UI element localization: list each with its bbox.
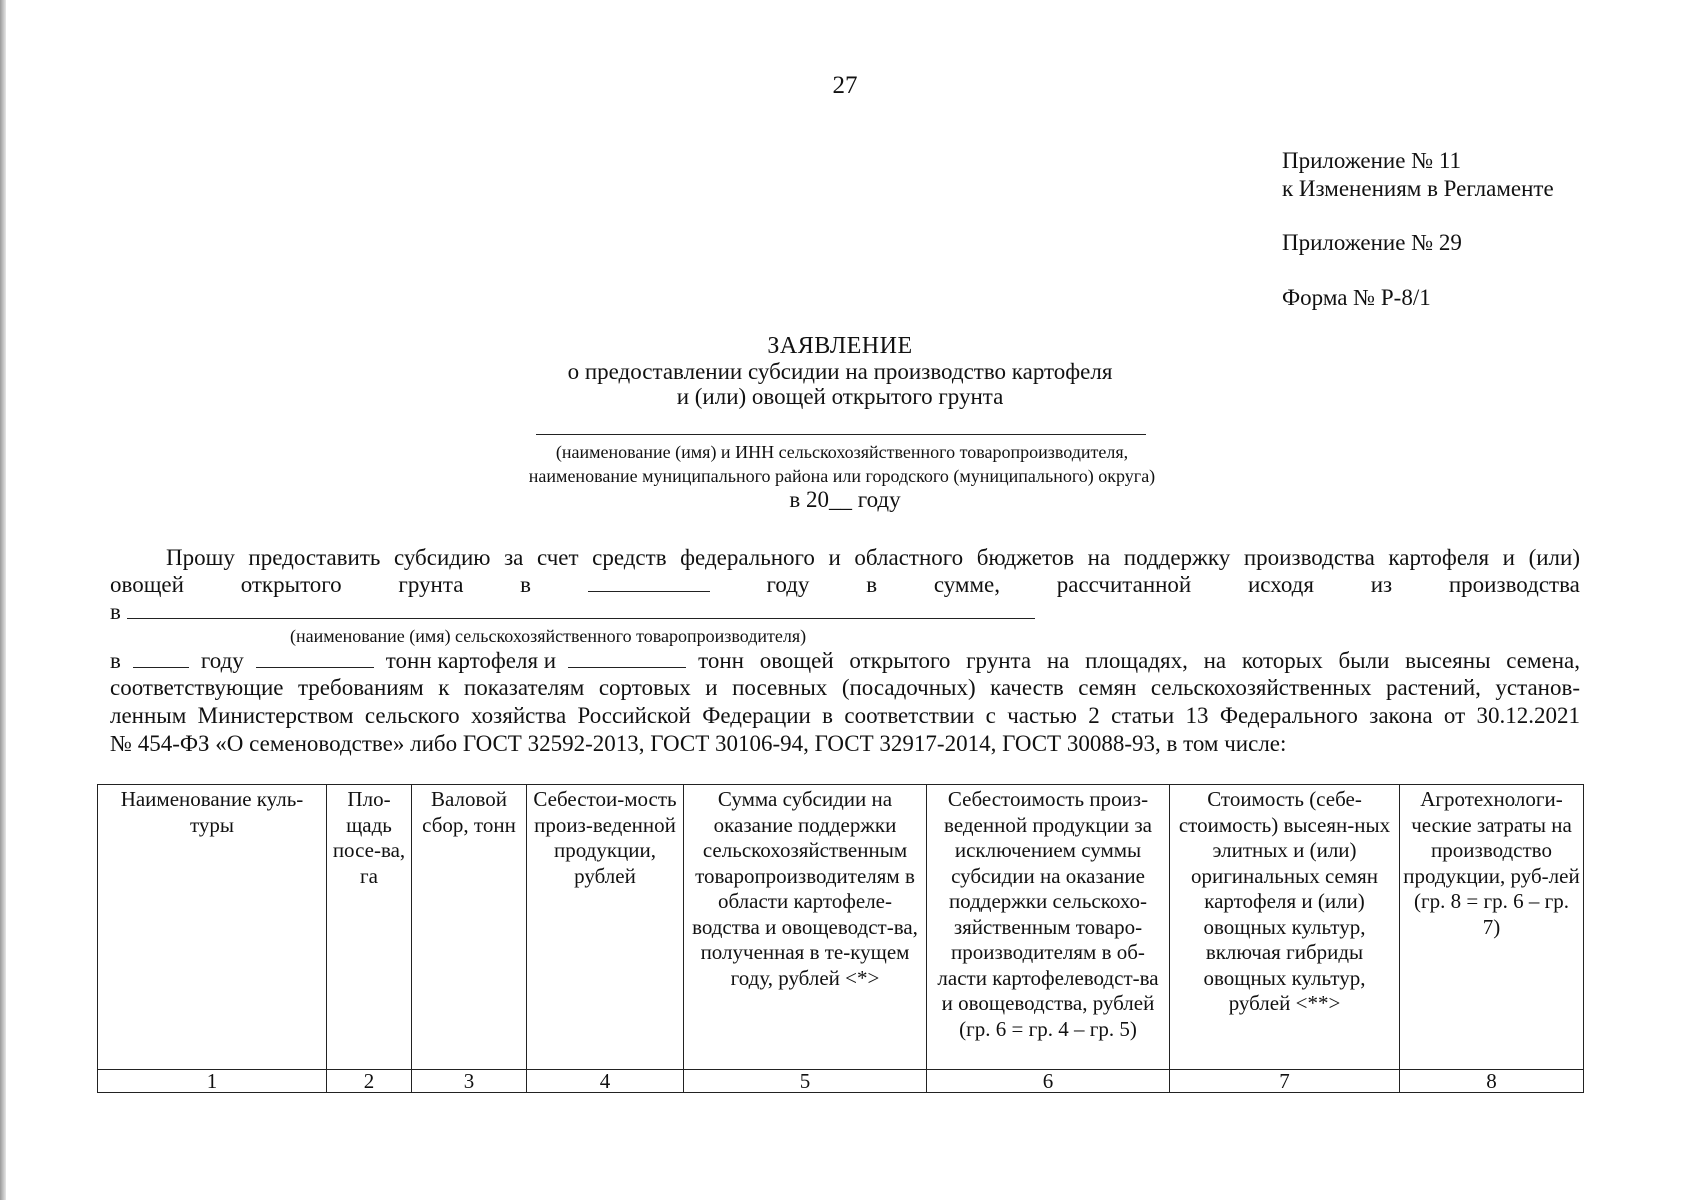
column-number: 8 [1400,1070,1584,1093]
word: сумме, [933,572,1000,597]
table-header-row [98,785,1584,1070]
column-number: 4 [527,1070,684,1093]
column-number: 2 [327,1070,412,1093]
column-number: 1 [98,1070,327,1093]
word: тонн овощей открытого грунта на площадях, на которых были высеяны семена, [698,648,1580,673]
scan-edge-shadow [0,0,6,1200]
word: в [110,648,121,673]
page-number: 27 [832,72,858,99]
header-net-cost: Себестоимость произ-веденной продукции за исключением суммы субсидии на оказание поддержки сельскохо-зяйственным товаро-производителям в об-ласти картофелеводст-ва и овощеводства, рублей (гр. 6 = гр. 4 – гр. 5) [927,785,1170,1070]
column-number: 3 [412,1070,527,1093]
header-production-cost: Себестои-мость произ-веденной продукции, рублей [527,785,684,1070]
paragraph-line-4 [110,647,1580,674]
column-number: 5 [684,1070,927,1093]
applicant-name-field [536,434,1146,435]
header-agrotech-costs: Агротехнологи-ческие затраты на производство продукции, руб-лей (гр. 8 = гр. 6 – гр. 7) [1400,785,1584,1070]
word: из [1370,572,1393,597]
header-crop-name: Наименование куль-туры [98,785,327,1070]
title-line-1: о предоставлении субсидии на производство картофеля [567,359,1113,384]
hint-line-2: наименование муниципального района или городского (муниципального) округа) [528,466,1156,486]
word: в [520,572,532,597]
year-blank-2 [133,649,189,668]
paragraph-line-2 [110,571,1580,598]
word: открытого [240,572,342,597]
title-heading: ЗАЯВЛЕНИЕ [767,333,913,359]
word: рассчитанной [1056,572,1192,597]
header-seed-cost: Стоимость (себе-стоимость) высеян-ных элитных и (или) оригинальных семян картофеля и (или) овощных культур, включая гибриды овощных культур, рублей <**> [1170,785,1400,1070]
vegetable-tonnes-blank [568,649,686,668]
year-line: в 20__ году [789,487,901,512]
header-subsidy-amount: Сумма субсидии на оказание поддержки сельскохозяйственным товаропроизводителям в области картофеле-водства и овощеводст-ва, полученная в те-кущем году, рублей <*> [684,785,927,1070]
producer-name-blank [127,606,1035,619]
subsidy-calculation-table [97,784,1584,1093]
title-line-2: и (или) овощей открытого грунта [676,384,1004,409]
word: овощей [110,572,184,597]
word: грунта [398,572,464,597]
word: производства [1448,572,1580,597]
table-row [98,1070,1584,1093]
applicant-field-hint [470,440,1214,488]
column-number: 7 [1170,1070,1400,1093]
word: исходя [1248,572,1314,597]
document-title [480,334,1200,409]
paragraph-line-5: соответствующие требованиям к показателям сортовых и посевных (посадочных) качеств семян сельскохозяйственных растений, установ- [110,675,1580,700]
producer-field-hint: (наименование (имя) сельскохозяйственного товаропроизводителя) [290,626,807,646]
hint-line-1: (наименование (имя) и ИНН сельскохозяйственного товаропроизводителя, [555,442,1129,462]
year-blank [588,573,710,592]
paragraph-line-7: № 454-ФЗ «О семеноводстве» либо ГОСТ 32592-2013, ГОСТ 30106-94, ГОСТ 32917-2014, ГОСТ 30088-93, в том числе: [110,731,1287,756]
word: году [200,648,244,673]
header-gross-yield: Валовой сбор, тонн [412,785,527,1070]
appendix-number-29: Приложение № 29 [1282,230,1462,255]
header-sown-area: Пло-щадь посе-ва, га [327,785,412,1070]
word: в [110,599,121,624]
word: году [766,572,810,597]
column-number: 6 [927,1070,1170,1093]
word: в [866,572,878,597]
paragraph-line-6: ленным Министерством сельского хозяйства Российской Федерации в соответствии с частью 2 статьи 13 Федерального закона от 30.12.2021 [110,703,1580,728]
paragraph-line-1: Прошу предоставить субсидию за счет средств федерального и областного бюджетов на поддержку производства картофеля и (или) [166,545,1580,570]
word: тонн картофеля и [385,648,557,673]
paragraph-line-3 [110,598,1580,625]
appendix-reference: к Изменениям в Регламенте [1282,176,1554,201]
potato-tonnes-blank [256,649,374,668]
form-number: Форма № Р-8/1 [1282,285,1431,310]
appendix-number-11: Приложение № 11 [1282,148,1462,173]
